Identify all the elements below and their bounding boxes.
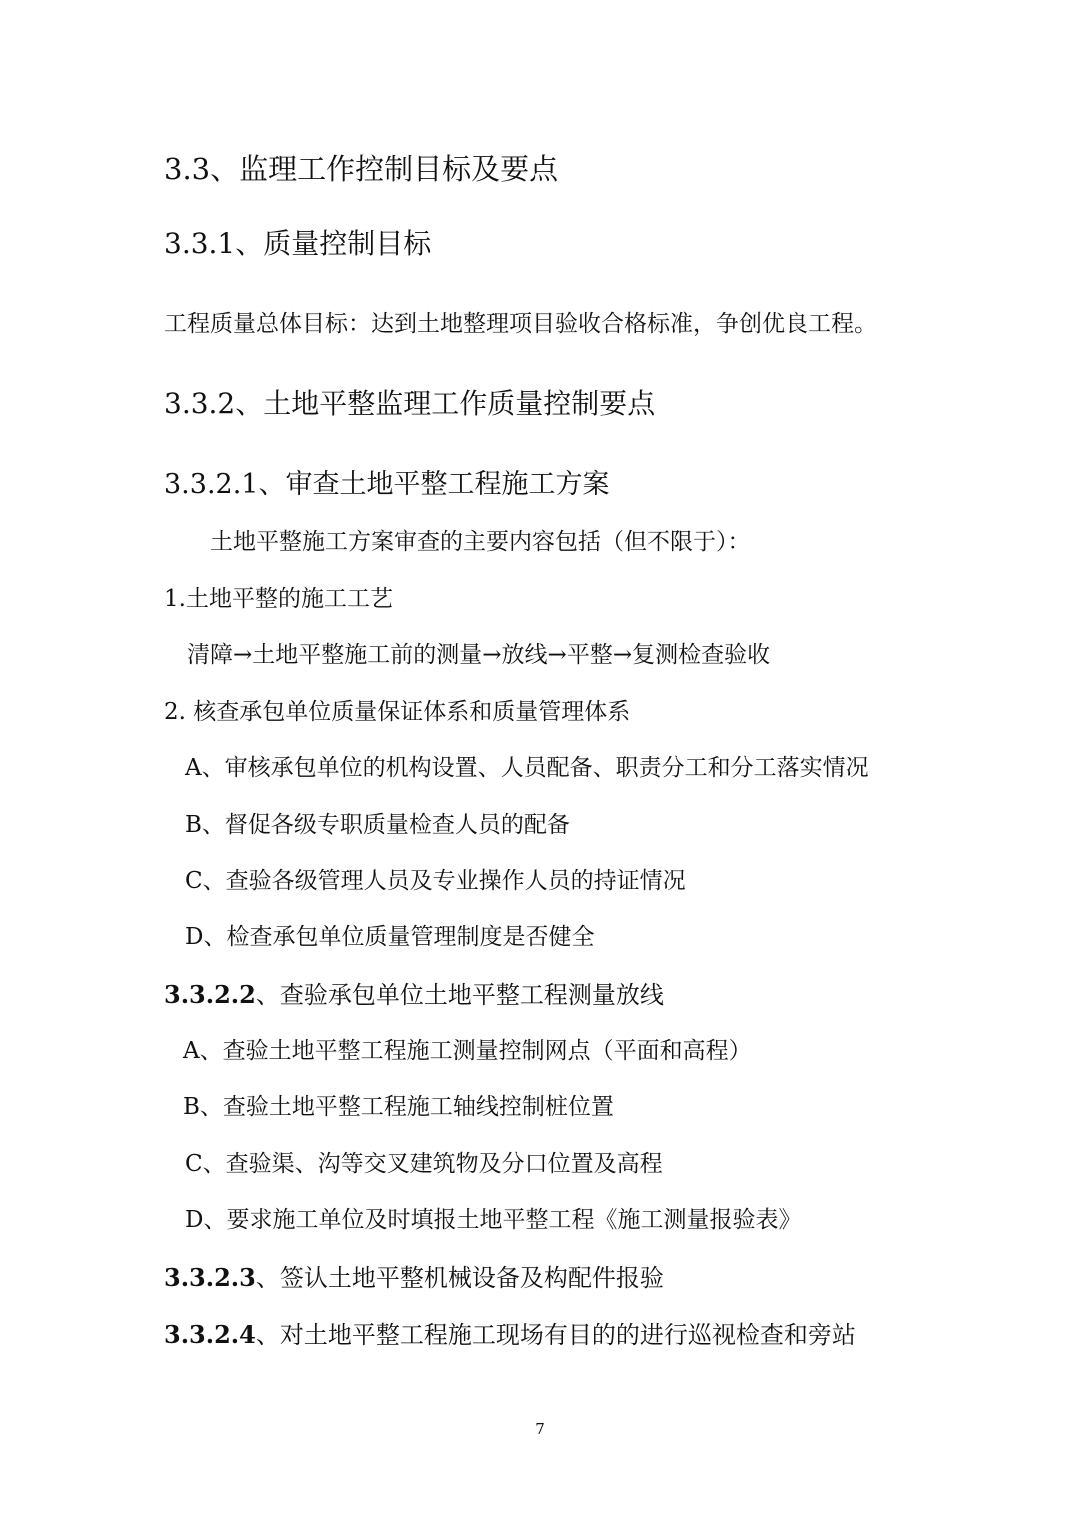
heading-3-3-2-3-number: 3.3.2.3 [164,1263,256,1292]
process-flow-text: 清障→土地平整施工前的测量→放线→平整→复测检查验收 [187,642,771,668]
heading-3-3-2-2 [164,980,664,1009]
heading-3-3-2-4 [164,1320,856,1349]
heading-3-3-2-2-number: 3.3.2.2 [164,980,256,1009]
heading-3-3-2: 3.3.2、土地平整监理工作质量控制要点 [164,387,656,420]
list-item-2-title: 2. 核查承包单位质量保证体系和质量管理体系 [164,699,631,725]
page-number: 7 [535,1420,545,1438]
survey-item-d: D、要求施工单位及时填报土地平整工程《施工测量报验表》 [185,1207,802,1233]
survey-item-c: C、查验渠、沟等交叉建筑物及分口位置及高程 [185,1151,663,1177]
list-item-1-title: 1.土地平整的施工工艺 [164,586,393,612]
heading-3-3-2-1: 3.3.2.1、审查土地平整工程施工方案 [164,469,610,500]
heading-3-3-2-2-text: 、查验承包单位土地平整工程测量放线 [255,981,664,1009]
heading-3-3-2-4-text: 、对土地平整工程施工现场有目的的进行巡视检查和旁站 [255,1321,856,1349]
survey-item-b: B、查验土地平整工程施工轴线控制桩位置 [183,1094,614,1120]
heading-3-3-2-3 [164,1263,664,1292]
survey-item-a: A、查验土地平整工程施工测量控制网点（平面和高程） [183,1038,752,1064]
list-item-2-d: D、检查承包单位质量管理制度是否健全 [185,924,595,950]
heading-3-3-2-3-text: 、签认土地平整机械设备及构配件报验 [255,1264,664,1292]
heading-3-3-1: 3.3.1、质量控制目标 [164,227,432,260]
quality-goal-paragraph: 工程质量总体目标：达到土地整理项目验收合格标准，争创优良工程。 [164,311,877,337]
list-item-2-a: A、审核承包单位的机构设置、人员配备、职责分工和分工落实情况 [185,755,869,781]
heading-3-3-2-4-number: 3.3.2.4 [164,1320,256,1349]
list-item-2-b: B、督促各级专职质量检查人员的配备 [185,812,570,838]
list-item-2-c: C、查验各级管理人员及专业操作人员的持证情况 [185,868,686,894]
heading-3-3: 3.3、监理工作控制目标及要点 [164,152,559,186]
review-intro-paragraph: 土地平整施工方案审查的主要内容包括（但不限于）： [210,529,751,555]
